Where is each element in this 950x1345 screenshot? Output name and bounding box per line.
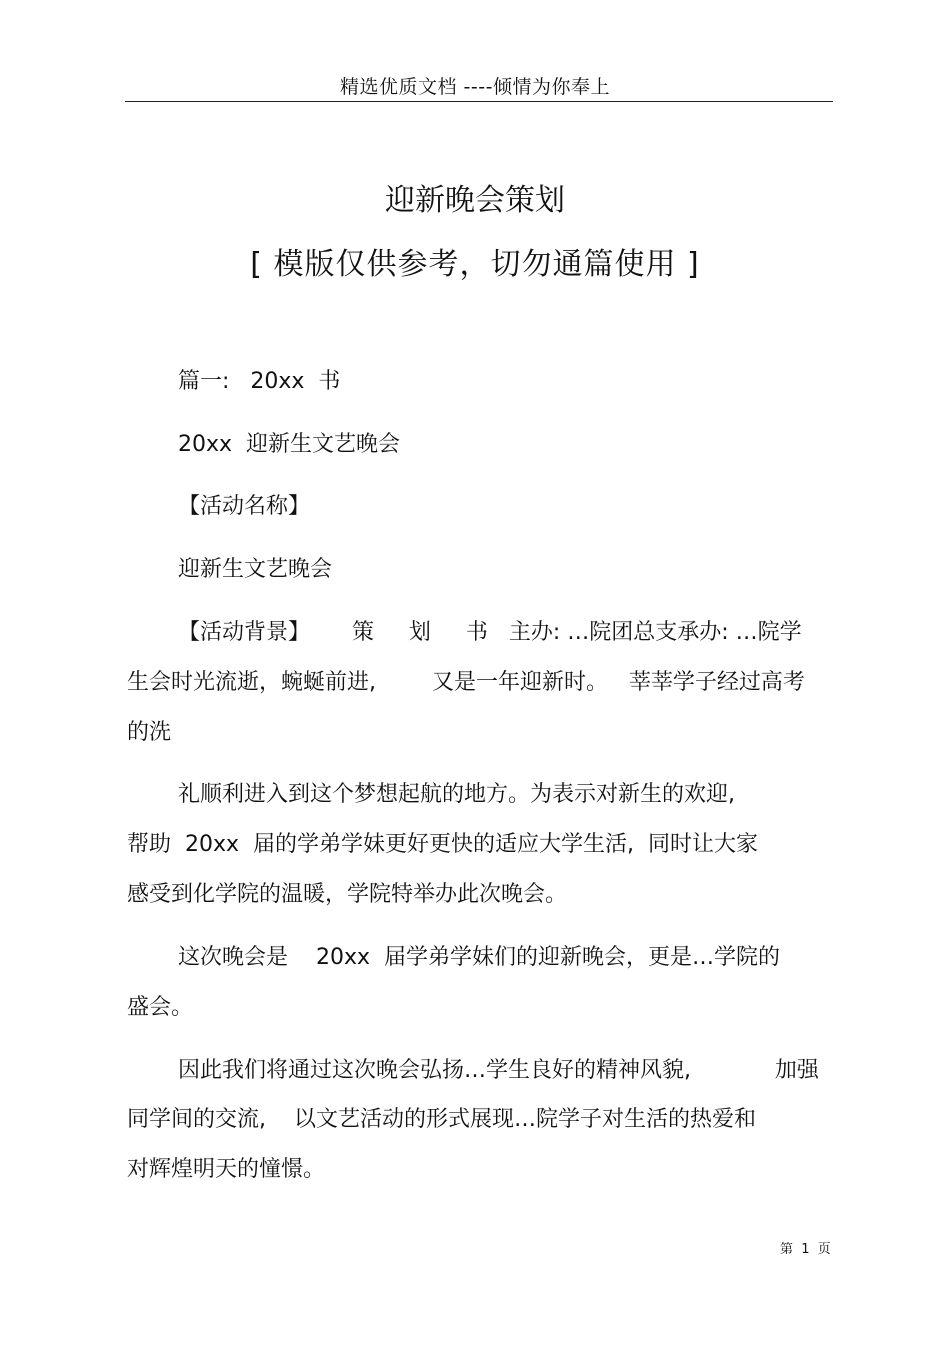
body-line: 同学间的交流, 以文艺活动的形式展现…院学子对生活的热爱和 xyxy=(127,1107,756,1132)
body-line: 【活动名称】 xyxy=(178,494,311,519)
body-line: 迎新生文艺晚会 xyxy=(178,557,333,582)
body-line: 【活动背景】 策 划 书 主办: …院团总支承办: …院学 xyxy=(178,620,802,645)
body-line: 的洗 xyxy=(127,720,172,745)
body-line: 这次晚会是 20xx 届学弟学妹们的迎新晚会，更是…学院的 xyxy=(178,945,780,970)
body-line: 感受到化学院的温暖，学院特举办此次晚会。 xyxy=(127,882,568,907)
body-line: 盛会。 xyxy=(127,995,194,1020)
body-line: 20xx 迎新生文艺晚会 xyxy=(178,432,401,457)
body-line: 礼顺利进入到这个梦想起航的地方。为表示对新生的欢迎, xyxy=(178,782,735,807)
page-number: 第 1 页 xyxy=(780,1242,831,1257)
body-line: 因此我们将通过这次晚会弘扬…学生良好的精神风貌, 加强 xyxy=(178,1058,819,1083)
body-line: 对辉煌明天的憧憬。 xyxy=(127,1157,326,1182)
body-line: 帮助 20xx 届的学弟学妹更好更快的适应大学生活, 同时让大家 xyxy=(127,832,758,857)
body-line: 生会时光流逝，蜿蜒前进, 又是一年迎新时。 莘莘学子经过高考 xyxy=(127,670,805,695)
page-header: 精选优质文档 ----倾情为你奉上 xyxy=(340,76,610,98)
body-line: 篇一: 20xx 书 xyxy=(178,369,341,394)
document-subtitle: [ 模版仅供参考，切勿通篇使用 ] xyxy=(250,247,700,282)
header-divider xyxy=(125,101,833,102)
document-title: 迎新晚会策划 xyxy=(385,183,565,218)
